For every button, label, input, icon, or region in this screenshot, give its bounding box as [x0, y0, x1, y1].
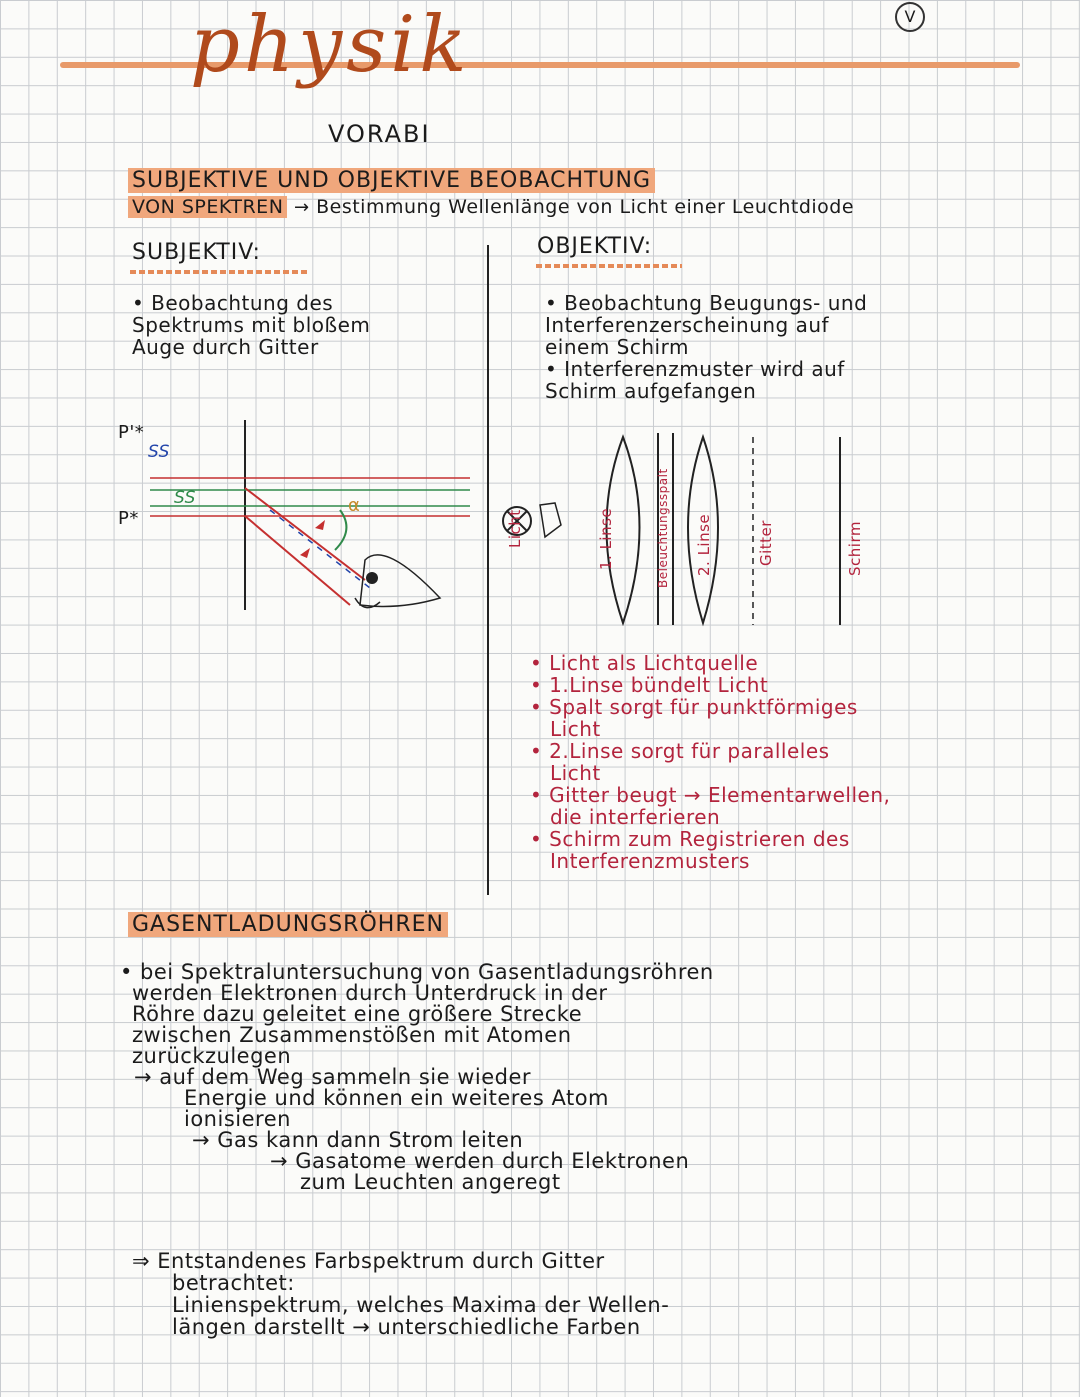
body-line: ionisieren: [184, 1107, 291, 1131]
corner-mark: V: [895, 2, 925, 32]
section2-heading-text: GASENTLADUNGSRÖHREN: [128, 912, 448, 937]
explanation-line: Licht: [550, 717, 601, 741]
explanation-line: • 2.Linse sorgt für paralleles: [530, 739, 830, 763]
body-line: werden Elektronen durch Unterdruck in der: [132, 981, 608, 1005]
explanation-line: • 1.Linse bündelt Licht: [530, 673, 769, 697]
vorabi-label: VORABI: [328, 120, 431, 148]
diagram-label-linse1: 1. Linse: [597, 507, 615, 570]
explanation-line: • Schirm zum Registrieren des: [530, 827, 850, 851]
explanation-line: • Licht als Lichtquelle: [530, 651, 759, 675]
body-line: • bei Spektraluntersuchung von Gasentladungsröhren: [120, 960, 714, 984]
subjektiv-text: [132, 292, 370, 358]
explanation-line: Interferenzmusters: [550, 849, 750, 873]
subjektiv-line: • Beobachtung des: [132, 291, 334, 315]
conclusion: [132, 1250, 669, 1338]
conclusion-line: ⇒ Entstandenes Farbspektrum durch Gitter: [132, 1249, 605, 1273]
diagram-label-gitter: Gitter: [757, 520, 775, 566]
conclusion-line: längen darstellt → unterschiedliche Farben: [172, 1315, 641, 1339]
body-line: zum Leuchten angeregt: [300, 1170, 561, 1194]
column-divider: [487, 245, 489, 895]
diagram-label-licht: Licht: [506, 509, 524, 548]
explanation-line: • Gitter beugt → Elementarwellen,: [530, 783, 891, 807]
p-prime-label: P'*: [118, 422, 145, 443]
arrow-icon: →: [293, 197, 310, 218]
objektiv-text: [545, 292, 867, 402]
subjektiv-label: SUBJEKTIV:: [132, 240, 261, 265]
body-line: Energie und können ein weiteres Atom: [184, 1086, 609, 1110]
page-title: physik: [190, 0, 471, 90]
objektiv-line: Interferenzerscheinung auf: [545, 313, 830, 337]
section1-heading: [128, 168, 655, 193]
ss-bottom-label: SS: [174, 488, 196, 508]
body-line: Röhre dazu geleitet eine größere Strecke: [132, 1002, 583, 1026]
body-line: → Gas kann dann Strom leiten: [192, 1128, 524, 1152]
subjektiv-line: Spektrums mit bloßem: [132, 313, 371, 337]
body-line: zwischen Zusammenstößen mit Atomen: [132, 1023, 572, 1047]
diagram-label-spalt: Beleuchtungsspalt: [656, 468, 670, 588]
objektiv-line: • Beobachtung Beugungs- und: [545, 291, 868, 315]
conclusion-line: Linienspektrum, welches Maxima der Wellen-: [172, 1293, 670, 1317]
diagram-label-schirm: Schirm: [846, 521, 864, 576]
explanation-line: Licht: [550, 761, 601, 785]
explanation-line: • Spalt sorgt für punktförmiges: [530, 695, 858, 719]
section1-heading-highlight: VON SPEKTREN: [128, 196, 287, 218]
explanation-line: die interferieren: [550, 805, 721, 829]
section1-subheading: [128, 196, 854, 218]
body-line: zurückzulegen: [132, 1044, 292, 1068]
ss-top-label: SS: [148, 442, 170, 462]
objektiv-line: • Interferenzmuster wird auf: [545, 357, 845, 381]
objektiv-label: OBJEKTIV:: [537, 234, 653, 259]
body-line: → auf dem Weg sammeln sie wieder: [134, 1065, 532, 1089]
objektiv-line: Schirm aufgefangen: [545, 379, 757, 403]
objektiv-explanations: [530, 652, 890, 872]
diagram-label-linse2: 2. Linse: [695, 513, 713, 576]
alpha-label: α: [348, 495, 361, 516]
section2-body: [120, 962, 714, 1193]
conclusion-line: betrachtet:: [172, 1271, 295, 1295]
section1-heading-line1: SUBJEKTIVE UND OBJEKTIVE BEOBACHTUNG: [128, 168, 655, 193]
objektiv-underline: [536, 264, 682, 268]
section1-heading-rest: Bestimmung Wellenlänge von Licht einer Leuchtdiode: [316, 196, 855, 218]
objektiv-line: einem Schirm: [545, 335, 689, 359]
body-line: → Gasatome werden durch Elektronen: [270, 1149, 690, 1173]
p-label: P*: [118, 508, 139, 529]
section2-heading: [128, 912, 448, 937]
subjektiv-line: Auge durch Gitter: [132, 335, 319, 359]
subjektiv-underline: [130, 270, 310, 274]
